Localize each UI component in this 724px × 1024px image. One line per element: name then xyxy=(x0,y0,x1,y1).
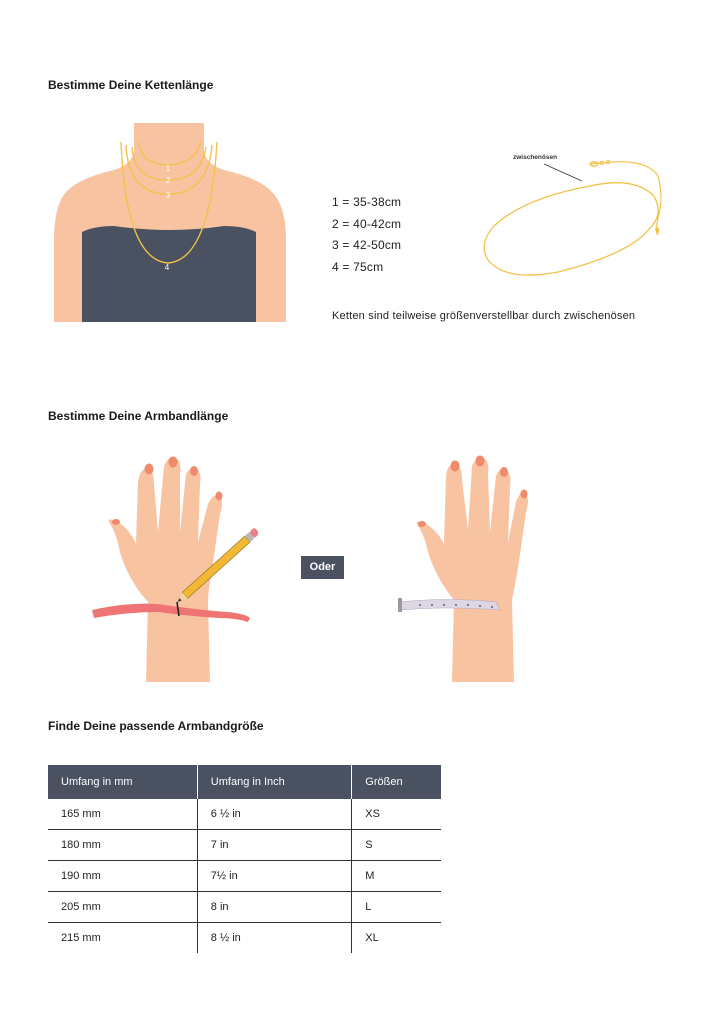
cell-mm: 180 mm xyxy=(48,830,197,861)
necklace-extender-illustration xyxy=(478,148,668,280)
strapless-top xyxy=(82,226,256,322)
extender-callout-label: zwischenösen xyxy=(513,154,558,161)
table-row xyxy=(48,861,441,892)
bracelet-section-title: Bestimme Deine Armbandlänge xyxy=(48,409,229,423)
table-row xyxy=(48,923,441,954)
length-3: 3 = 42-50cm xyxy=(332,238,402,252)
heart-charm xyxy=(655,227,659,236)
tape-measure xyxy=(400,600,500,611)
extender-note: Ketten sind teilweise größenverstellbar durch zwischenösen xyxy=(332,310,636,322)
cell-size: XL xyxy=(352,923,441,954)
table-row xyxy=(48,799,441,830)
length-2: 2 = 40-42cm xyxy=(332,216,402,231)
size-section-title: Finde Deine passende Armbandgröße xyxy=(48,719,264,733)
chain-number-4: 4 xyxy=(164,263,170,272)
extender-chain xyxy=(590,162,661,230)
table-row xyxy=(48,830,441,861)
table-header-row xyxy=(48,765,441,799)
cell-inch: 7 in xyxy=(197,830,351,861)
cell-size: XS xyxy=(352,799,441,830)
length-1: 1 = 35-38cm xyxy=(332,195,402,209)
header-size: Größen xyxy=(352,765,441,799)
chain-number-3: 3 xyxy=(165,191,171,200)
table-row xyxy=(48,892,441,923)
chain-number-2: 2 xyxy=(165,176,171,185)
cell-mm: 165 mm xyxy=(48,799,197,830)
header-circumference-mm: Umfang in mm xyxy=(48,765,197,799)
cell-size: L xyxy=(352,892,441,923)
tape-end-clip xyxy=(398,598,402,612)
length-4: 4 = 75cm xyxy=(332,259,384,274)
cell-size: M xyxy=(352,861,441,892)
header-circumference-inch: Umfang in Inch xyxy=(197,765,351,799)
chain-number-1: 1 xyxy=(165,164,171,173)
cell-inch: 8 ½ in xyxy=(197,923,351,954)
callout-line xyxy=(544,164,582,181)
hand-tape-illustration xyxy=(396,452,531,682)
cell-mm: 205 mm xyxy=(48,892,197,923)
hand-string-illustration xyxy=(88,452,258,682)
or-badge: Oder xyxy=(301,556,344,579)
cell-mm: 215 mm xyxy=(61,932,101,944)
chain-length-legend xyxy=(332,192,401,278)
cell-size: S xyxy=(352,830,441,861)
bracelet-size-table xyxy=(48,765,441,953)
cell-mm: 190 mm xyxy=(48,861,197,892)
cell-inch: 7½ in xyxy=(197,861,351,892)
cell-inch: 6 ½ in xyxy=(197,799,351,830)
chain-loop xyxy=(484,183,658,275)
necklace-section-title: Bestimme Deine Kettenlänge xyxy=(48,78,214,92)
cell-inch: 8 in xyxy=(197,892,351,923)
torso-necklace-illustration xyxy=(54,120,286,322)
